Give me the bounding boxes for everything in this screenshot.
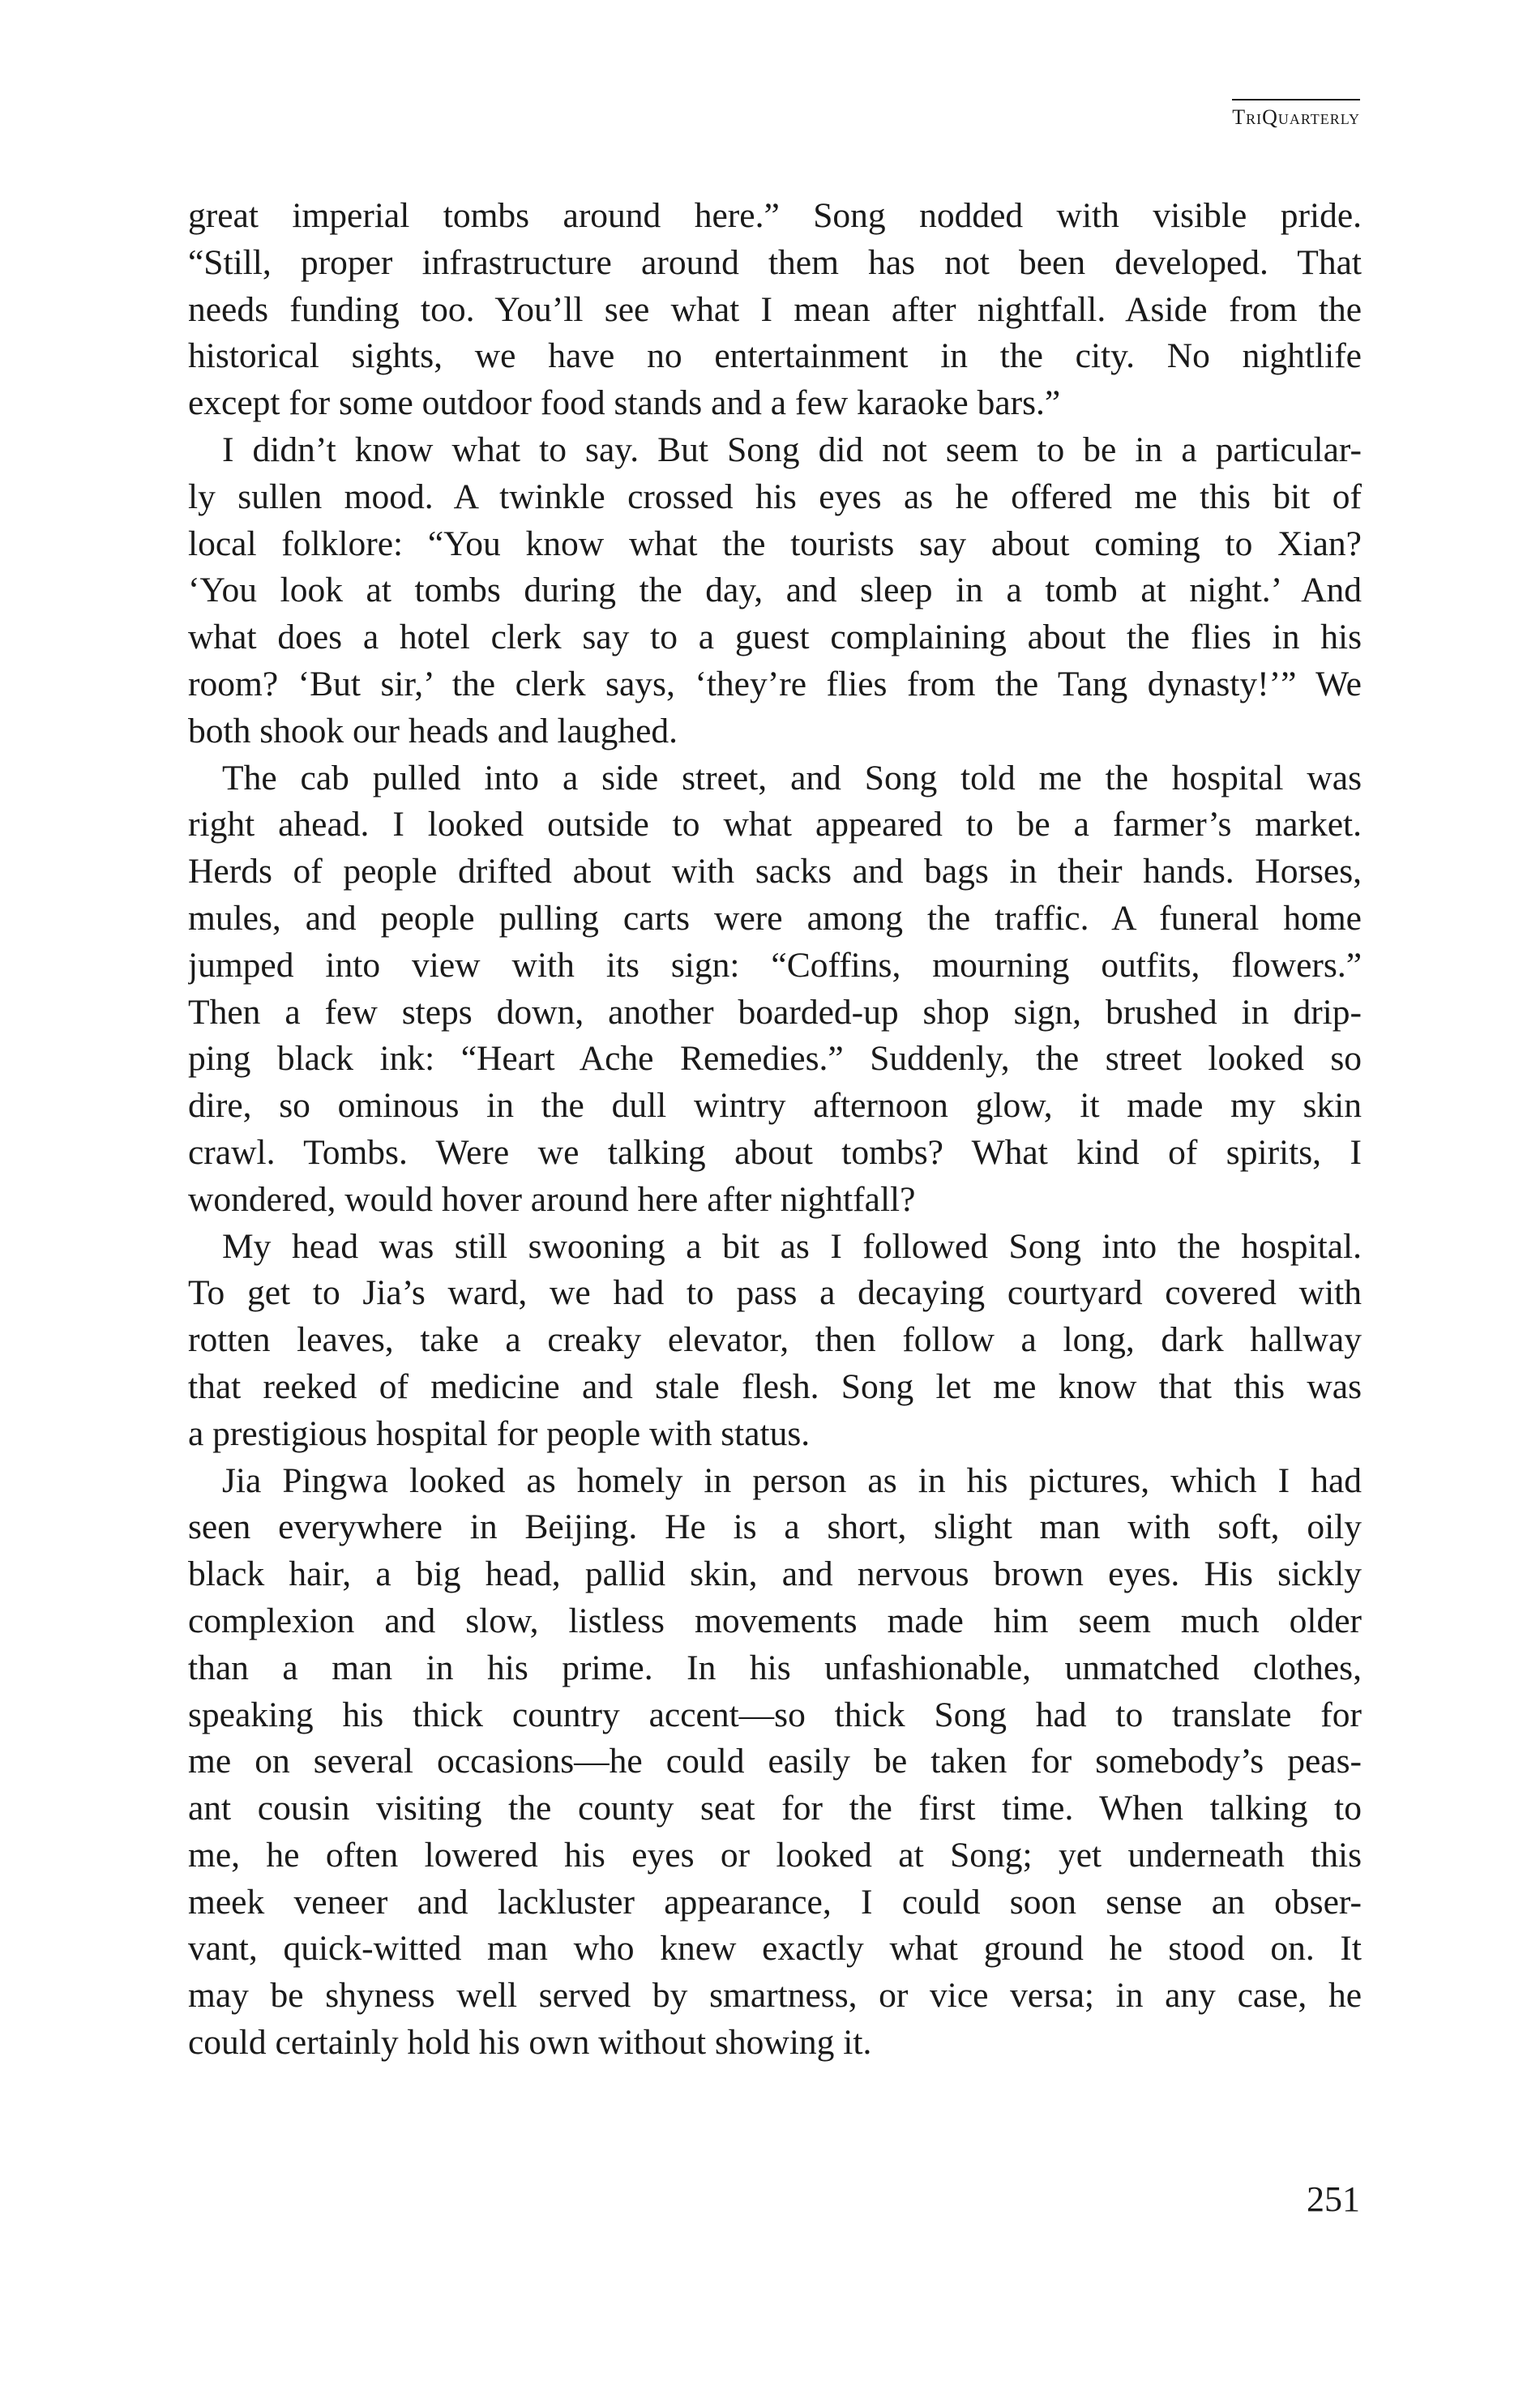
text-line: what does a hotel clerk say to a guest complaining about the flies in his: [188, 618, 1362, 657]
text-line: ant cousin visiting the county seat for the first time. When talking to: [188, 1789, 1362, 1828]
text-line: a prestigious hospital for people with status.: [188, 1413, 811, 1453]
text-line: dire, so ominous in the dull wintry afternoon glow, it made my skin: [188, 1086, 1362, 1126]
text-line: ly sullen mood. A twinkle crossed his eyes as he offered me this bit of: [188, 477, 1362, 516]
text-line: vant, quick-witted man who knew exactly what ground he stood on. It: [188, 1929, 1362, 1969]
text-line: rotten leaves, take a creaky elevator, then follow a long, dark hallway: [188, 1320, 1362, 1360]
text-line: me on several occasions—he could easily be taken for somebody’s peas-: [188, 1742, 1362, 1781]
text-line: I didn’t know what to say. But Song did not seem to be in a particular-: [222, 430, 1362, 469]
text-line: that reeked of medicine and stale flesh. Song let me know that this was: [188, 1366, 1362, 1406]
text-line: jumped into view with its sign: “Coffins, mourning outfits, flowers.”: [188, 945, 1362, 985]
text-line: speaking his thick country accent—so thick Song had to translate for: [188, 1695, 1362, 1734]
text-line: right ahead. I looked outside to what appeared to be a farmer’s market.: [188, 805, 1362, 844]
text-line: than a man in his prime. In his unfashionable, unmatched clothes,: [188, 1648, 1362, 1687]
text-line: “Still, proper infrastructure around them has not been developed. That: [188, 242, 1362, 282]
text-line: wondered, would hover around here after nightfall?: [188, 1179, 916, 1219]
text-line: needs funding too. You’ll see what I mean after nightfall. Aside from the: [188, 289, 1362, 329]
text-line: could certainly hold his own without showing it.: [188, 2023, 872, 2063]
text-line: Jia Pingwa looked as homely in person as in his pictures, which I had: [222, 1460, 1362, 1500]
text-line: room? ‘But sir,’ the clerk says, ‘they’re flies from the Tang dynasty!’” We: [188, 664, 1362, 703]
text-line: mules, and people pulling carts were among the traffic. A funeral home: [188, 898, 1362, 938]
text-line: both shook our heads and laughed.: [188, 711, 678, 750]
text-line: may be shyness well served by smartness, or vice versa; in any case, he: [188, 1976, 1362, 2016]
text-line: Herds of people drifted about with sacks and bags in their hands. Horses,: [188, 852, 1362, 892]
paragraph: [188, 755, 1362, 1224]
paragraph: [188, 427, 1362, 755]
text-line: black hair, a big head, pallid skin, and nervous brown eyes. His sickly: [188, 1554, 1362, 1594]
text-line: great imperial tombs around here.” Song nodded with visible pride.: [188, 196, 1362, 235]
text-line: ‘You look at tombs during the day, and sleep in a tomb at night.’ And: [188, 571, 1362, 610]
running-head: TriQuarterly: [1232, 99, 1360, 130]
text-line: ping black ink: “Heart Ache Remedies.” Suddenly, the street looked so: [188, 1039, 1362, 1079]
text-line: except for some outdoor food stands and a few karaoke bars.”: [188, 383, 1061, 423]
paragraph: [188, 1458, 1362, 2067]
text-line: To get to Jia’s ward, we had to pass a decaying courtyard covered with: [188, 1273, 1362, 1313]
text-line: My head was still swooning a bit as I followed Song into the hospital.: [222, 1226, 1362, 1266]
text-line: local folklore: “You know what the tourists say about coming to Xian?: [188, 524, 1362, 563]
text-line: complexion and slow, listless movements made him seem much older: [188, 1601, 1362, 1640]
page-number: 251: [1307, 2179, 1360, 2219]
text-line: me, he often lowered his eyes or looked at Song; yet underneath this: [188, 1835, 1362, 1875]
paragraph: [188, 193, 1362, 427]
text-line: Then a few steps down, another boarded-up shop sign, brushed in drip-: [188, 992, 1362, 1032]
text-line: seen everywhere in Beijing. He is a short, slight man with soft, oily: [188, 1507, 1362, 1547]
text-line: historical sights, we have no entertainment in the city. No nightlife: [188, 336, 1362, 376]
paragraph: [188, 1224, 1362, 1458]
body-text: [188, 193, 1362, 2067]
text-line: crawl. Tombs. Were we talking about tombs? What kind of spirits, I: [188, 1132, 1362, 1172]
text-line: The cab pulled into a side street, and Song told me the hospital was: [222, 758, 1362, 797]
text-line: meek veneer and lackluster appearance, I could soon sense an obser-: [188, 1882, 1362, 1922]
